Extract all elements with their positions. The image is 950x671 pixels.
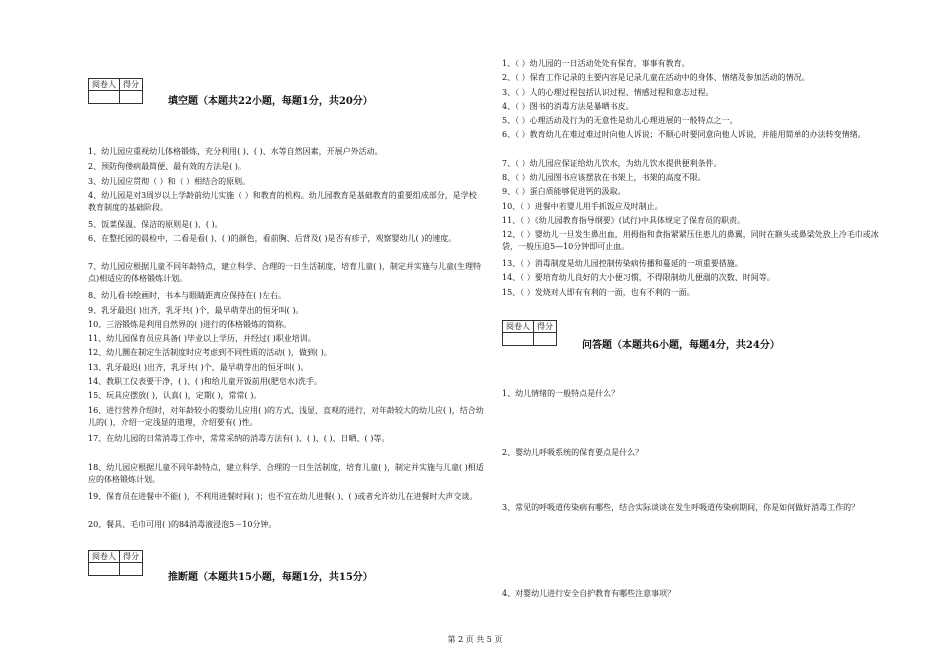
question: 2、预防佝偻病最简便、最有效的方法是( )。 [88,162,246,171]
question: 1、（ ）幼儿园的一日活动处处有保育，事事有教育。 [502,59,690,68]
question: 13、（ ）消毒制度是幼儿园控制传染病传播和蔓延的一项重要措施。 [502,259,743,268]
question: 6、在整托园的晨检中，二看是看( )、( )的颜色，看前胸、后背及( )是否有疹子，观察婴幼儿( )的速度。 [88,234,457,243]
score-box-cell [120,91,143,104]
question: 10、（ ）进餐中若婴儿用手抓饭应及时制止。 [502,202,663,211]
question: 12、幼儿圜在制定生活制度时应考虑到不同性质的活动( )，做到( )。 [88,348,332,357]
question: 11、（ ）《幼儿园教育指导纲要》(试行)中具体规定了保育员的职责。 [502,216,745,225]
question: 4、幼儿园是对3周岁以上学龄前幼儿实施（ ）和教育的机构。幼儿园教育是基础教育的重要组成部分，是学校教育制度的基础阶段。 [88,191,477,212]
question: 13、乳牙最迟( )出齐，乳牙共( )个，最早萌芽出的恒牙叫( )。 [88,363,309,372]
question: 8、（ ）幼儿园图书应该摆放在书架上，书架的高度不限。 [502,173,706,182]
question: 7、幼儿园应根据儿童不同年龄特点，建立科学、合理的一日生活制度，培育儿童( )，制定并实施与儿童(生理特点)相适应的体格锻炼计划。 [88,262,481,283]
question: 15、玩具应摆放( )，认真( )，定期( )，常常( )。 [88,391,262,400]
question: 8、幼儿看书绘画时，书本与眼睛距离应保持在( )左右。 [88,291,286,300]
question: 14、（ ）要培育幼儿良好的大小便习惯，不得限制幼儿便溺的次数、时间等。 [502,273,775,282]
question: 9、（ ）蛋白质能够促进钙的汲取。 [502,187,626,196]
question: 15、（ ）发烧对人即有有利的一面，也有不利的一面。 [502,288,695,297]
score-box-fill [88,78,143,104]
question: 4、对婴幼儿进行安全自护教育有哪些注意事项？ [502,589,676,598]
score-box-cell [89,91,120,104]
question: 4、（ ）图书的消毒方法是暴晒书皮。 [502,102,634,111]
question: 2、婴幼儿呼吸系统的保育要点是什么？ [502,448,644,457]
question: 19、保育员在进餐中不能( )，不利用进餐时间( )；也不宜在幼儿进餐( )、( )或者允许幼儿在进餐时大声交谈。 [88,492,478,501]
question: 20、餐具、毛巾可用( )的84消毒液浸泡5－10分钟。 [88,520,277,529]
question: 5、（ ）心理活动及行为的无意性是幼儿心理进展的一般特点之一。 [502,116,738,125]
score-box-label-grader: 阅卷人 [89,551,120,563]
question: 10、三浴锻炼是利用自然界的( )进行的体格锻炼的简称。 [88,320,291,329]
score-box-cell [89,563,120,576]
question: 2、（ ）保育工作记录的主要内容是记录儿童在活动中的身体、情绪及参加活动的情况。 [502,73,810,82]
score-box-label-grader: 阅卷人 [503,321,534,333]
score-box-label-score: 得分 [120,551,143,563]
score-box-label-score: 得分 [120,79,143,91]
score-box-judge [88,550,143,576]
question: 18、幼儿园应根据儿童不同年龄特点，建立科学、合理的一日生活制度，培育儿童( )，制定并实施与儿童( )相适应的体格锻炼计划。 [88,463,484,484]
score-box-label-score: 得分 [534,321,557,333]
question: 3、常见的呼吸道传染病有哪些，结合实际谈谈在发生呼吸道传染病期间，你是如何做好消毒工作的？ [502,503,860,512]
page-number: 第 2 页 共 5 页 [447,635,503,644]
score-box-cell [120,563,143,576]
score-box-label-grader: 阅卷人 [89,79,120,91]
question: 1、幼儿园应重视幼儿体格锻炼，充分利用( )、( )、水等自然因素，开展户外活动。 [88,147,383,156]
score-box-cell [534,333,557,346]
section-title-qa: 问答题（本题共6小题，每题4分，共24分） [582,340,780,351]
question: 14、教职工仪表要干净，( )、( )和给儿童开饭前用(肥皂水)洗手。 [88,377,322,386]
section-title-fill-blank: 填空题（本题共22小题，每题1分，共20分） [168,96,373,107]
question: 7、（ ）幼儿园应保证给幼儿饮水，为幼儿饮水提供便利条件。 [502,159,722,168]
question: 6、（ ）教育幼儿在难过难过时向他人诉说；不顺心时要同意向他人诉说，并能用简单的办法转变情绪。 [502,130,866,139]
section-title-judge: 推断题（本题共15小题，每题1分，共15分） [168,572,373,583]
question: 5、饭菜保温、保洁的原则是( )、( )。 [88,220,223,229]
question: 12、（ ）婴幼儿一旦发生鼻出血，用拇指和食指紧紧压住患儿的鼻翼，同时在额头或鼻梁处放上冷毛巾或冰袋，一般压迫5—10分钟即可止血。 [502,230,879,251]
question: 16、进行营养介绍时，对年龄较小的婴幼儿应用( )的方式、浅显、直观的进行，对年龄较大的幼儿应( )，结合幼儿的( )，介绍一定浅显的道理，介绍要有( )性。 [88,406,484,427]
question: 3、（ ）人的心理过程包括认识过程、情感过程和意志过程。 [502,88,714,97]
score-box-qa [502,320,557,346]
score-box-cell [503,333,534,346]
question: 9、乳牙最迟( )出齐，乳牙共( )个，最早萌芽出的恒牙叫( )。 [88,306,304,315]
question: 11、幼儿园保育员应具备( )毕业以上学历，并经过( )职业培训。 [88,334,316,343]
question: 1、幼儿情绪的一般特点是什么？ [502,389,620,398]
question: 17、在幼儿园的日常消毒工作中，常常采纳的消毒方法有( )、( )、( )、日晒、( )等。 [88,434,390,443]
question: 3、幼儿园应贯彻（ ）和（ ）相结合的原则。 [88,177,251,186]
